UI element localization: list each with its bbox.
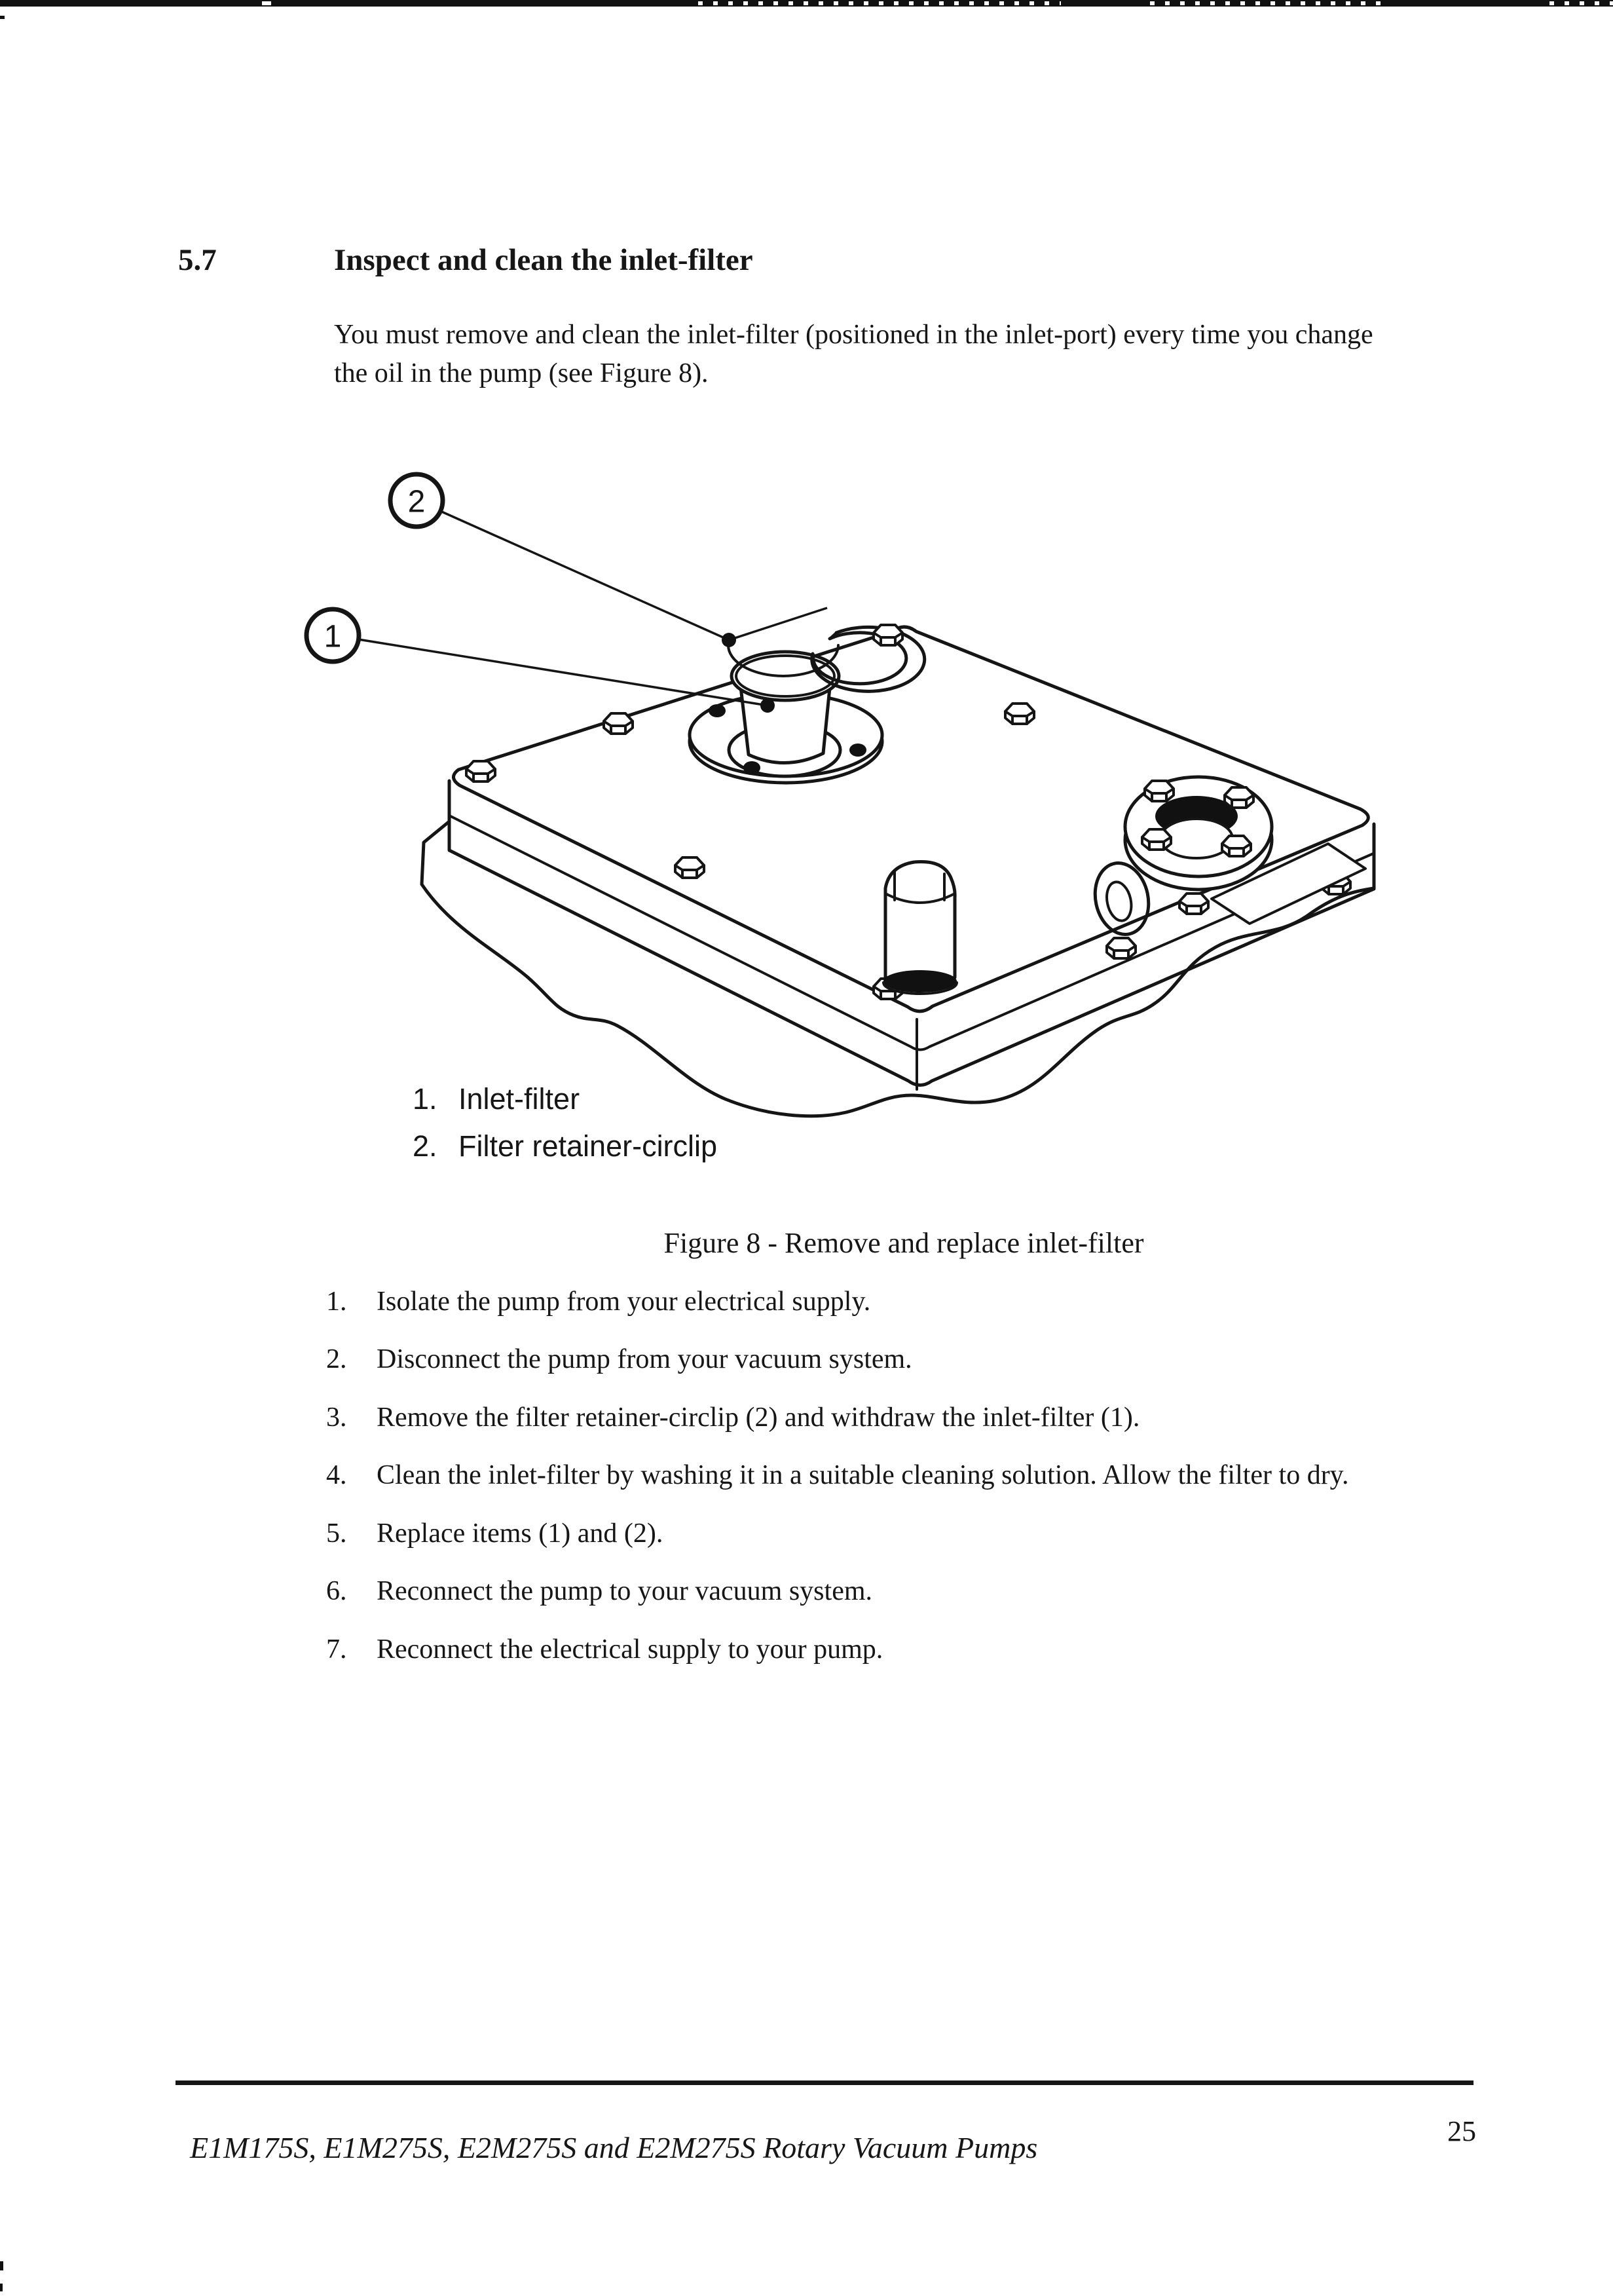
figure-legend-item (413, 1129, 717, 1163)
callout-2-leader (440, 511, 827, 640)
step-row (326, 1575, 872, 1607)
section-title: Inspect and clean the inlet-filter (334, 243, 753, 277)
outlet-flange (1125, 777, 1272, 890)
step-number: 1. (326, 1287, 347, 1317)
step-text: Isolate the pump from your electrical supply. (377, 1287, 871, 1317)
step-text: Replace items (1) and (2). (377, 1518, 663, 1549)
callout-2-number: 2 (407, 484, 426, 519)
oil-filler-plug (883, 862, 957, 994)
figure-legend-item (413, 1082, 580, 1116)
step-text: Reconnect the pump to your vacuum system. (377, 1576, 873, 1606)
step-number: 7. (326, 1634, 347, 1665)
section-number: 5.7 (178, 243, 217, 277)
legend-item-label: Inlet-filter (458, 1082, 580, 1116)
callout-1-number: 1 (324, 619, 342, 654)
footer-rule (176, 2080, 1474, 2085)
intro-line: the oil in the pump (see Figure 8). (334, 358, 709, 388)
legend-item-number: 2. (413, 1129, 437, 1163)
step-row (326, 1402, 1140, 1433)
intro-line: You must remove and clean the inlet-filter (positioned in the inlet-port) every time you change (334, 320, 1373, 350)
footer-page-number: 25 (1447, 2115, 1476, 2147)
step-number: 3. (326, 1402, 347, 1433)
step-row (326, 1459, 1348, 1491)
step-number: 6. (326, 1576, 347, 1606)
legend-item-label: Filter retainer-circlip (458, 1129, 718, 1163)
legend-item-number: 1. (413, 1082, 437, 1116)
figure-caption: Figure 8 - Remove and replace inlet-filter (663, 1227, 1144, 1259)
step-text: Reconnect the electrical supply to your pump. (377, 1634, 883, 1665)
step-text: Remove the filter retainer-circlip (2) and withdraw the inlet-filter (1). (377, 1402, 1140, 1433)
step-number: 5. (326, 1518, 347, 1549)
step-row (326, 1634, 883, 1665)
step-number: 2. (326, 1344, 347, 1374)
step-text: Disconnect the pump from your vacuum system. (377, 1344, 912, 1374)
step-row (326, 1518, 663, 1549)
step-number: 4. (326, 1460, 347, 1490)
step-row (326, 1286, 870, 1317)
footer-doc-title: E1M175S, E1M275S, E2M275S and E2M275S Rotary Vacuum Pumps (190, 2131, 1038, 2164)
step-text: Clean the inlet-filter by washing it in a suitable cleaning solution. Allow the filter to dry. (377, 1460, 1349, 1490)
callout-1-leader (358, 639, 768, 706)
step-row (326, 1344, 912, 1375)
